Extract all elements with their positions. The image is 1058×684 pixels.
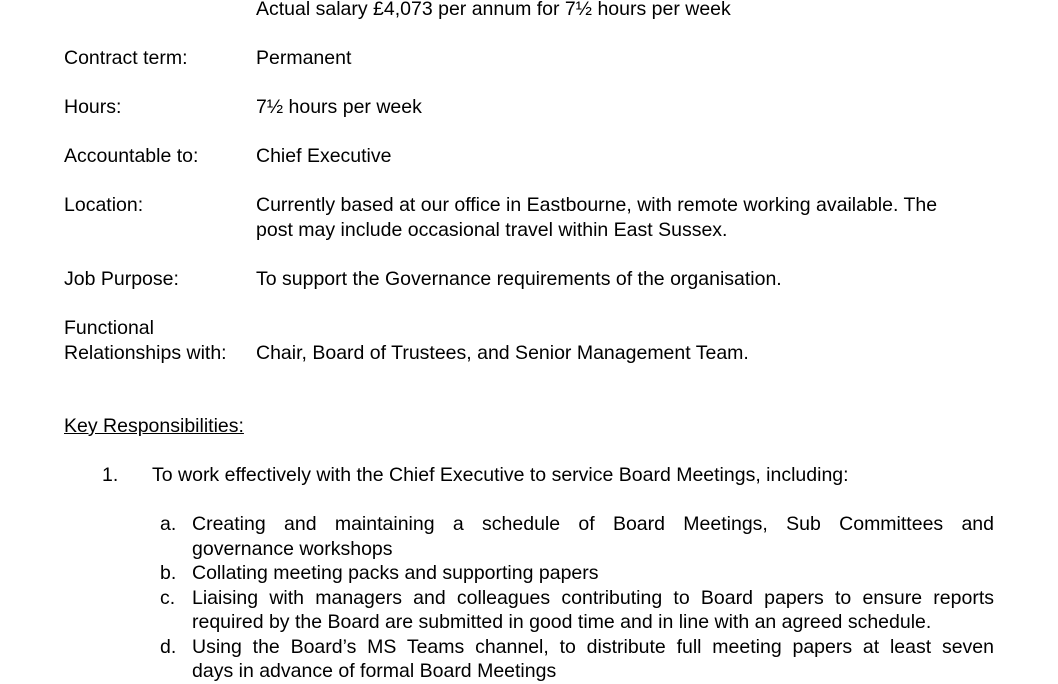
contract-term-label: Contract term: <box>64 47 188 69</box>
subitem-letter-d: d. <box>160 636 177 658</box>
location-value-line2: post may include occasional travel within East Sussex. <box>256 219 728 241</box>
subitem-letter-a: a. <box>160 513 177 535</box>
subitem-letter-b: b. <box>160 562 177 584</box>
job-purpose-value: To support the Governance requirements of the organisation. <box>256 268 782 290</box>
accountable-to-value: Chief Executive <box>256 145 392 167</box>
location-label: Location: <box>64 194 144 216</box>
contract-term-value: Permanent <box>256 47 352 69</box>
key-responsibilities-heading: Key Responsibilities: <box>64 415 244 437</box>
location-value-line1: Currently based at our office in Eastbourne, with remote working available. The <box>256 194 938 216</box>
hours-value: 7½ hours per week <box>256 96 422 118</box>
subitem-d-line1: Using the Board’s MS Teams channel, to distribute full meeting papers at least seven <box>192 636 994 658</box>
subitem-d-line2: days in advance of formal Board Meetings <box>192 660 557 682</box>
hours-label: Hours: <box>64 96 122 118</box>
accountable-to-label: Accountable to: <box>64 145 199 167</box>
subitem-c-line2: required by the Board are submitted in good time and in line with an agreed schedule. <box>192 611 932 633</box>
subitem-a-line2: governance workshops <box>192 538 393 560</box>
functional-label-line2: Relationships with: <box>64 342 227 364</box>
functional-label-line1: Functional <box>64 317 154 339</box>
subitem-letter-c: c. <box>160 587 176 609</box>
salary-line: Actual salary £4,073 per annum for 7½ hours per week <box>256 0 731 20</box>
subitem-b-line1: Collating meeting packs and supporting papers <box>192 562 599 584</box>
subitem-c-line1: Liaising with managers and colleagues contributing to Board papers to ensure reports <box>192 587 994 609</box>
subitem-a-line1: Creating and maintaining a schedule of Board Meetings, Sub Committees and <box>192 513 994 535</box>
job-purpose-label: Job Purpose: <box>64 268 179 290</box>
item-number: 1. <box>102 464 119 486</box>
functional-value: Chair, Board of Trustees, and Senior Management Team. <box>256 342 749 364</box>
item-text: To work effectively with the Chief Executive to service Board Meetings, including: <box>152 464 849 486</box>
